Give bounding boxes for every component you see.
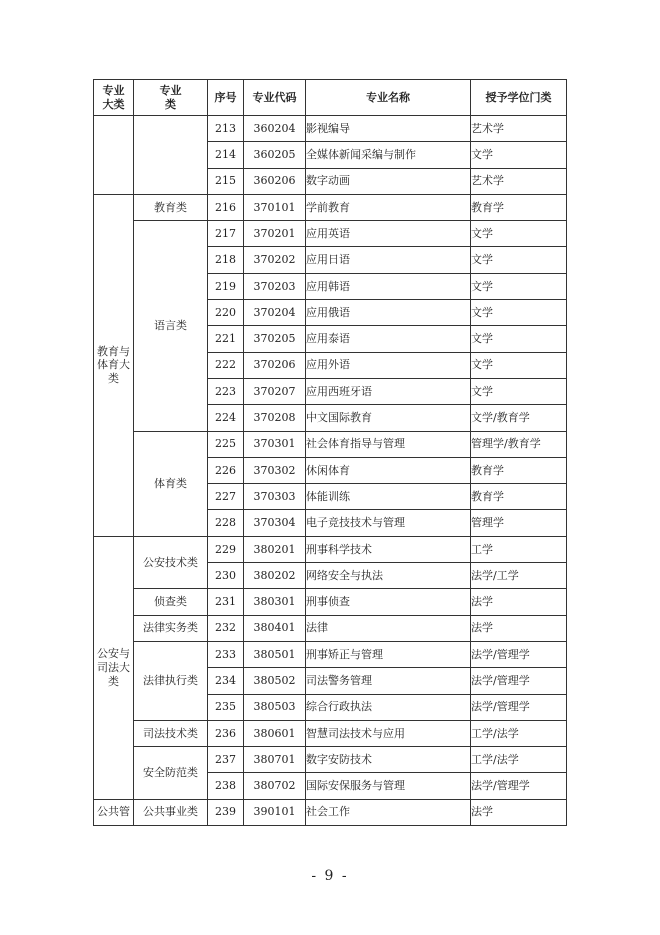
class-police-tech: 公安技术类 — [134, 536, 208, 589]
degree-category: 管理学 — [471, 510, 567, 536]
table-row — [94, 615, 567, 641]
serial-number: 226 — [208, 457, 244, 483]
header-major-name: 专业名称 — [306, 80, 471, 116]
class-sports: 体育类 — [134, 431, 208, 536]
degree-category: 艺术学 — [471, 168, 567, 194]
class-security-prevention: 安全防范类 — [134, 747, 208, 800]
major-name: 综合行政执法 — [306, 694, 471, 720]
degree-category: 管理学/教育学 — [471, 431, 567, 457]
major-code: 380701 — [244, 747, 306, 773]
degree-category: 文学 — [471, 247, 567, 273]
major-code: 380702 — [244, 773, 306, 799]
header-serial-number: 序号 — [208, 80, 244, 116]
page-number: - 9 - — [311, 868, 349, 884]
major-code: 370303 — [244, 484, 306, 510]
major-code: 370101 — [244, 194, 306, 220]
major-code: 380502 — [244, 668, 306, 694]
major-code: 380503 — [244, 694, 306, 720]
degree-category: 法学/工学 — [471, 563, 567, 589]
header-major-code: 专业代码 — [244, 80, 306, 116]
major-code: 360205 — [244, 142, 306, 168]
major-code: 380601 — [244, 720, 306, 746]
major-name: 应用韩语 — [306, 273, 471, 299]
class-legal-practice: 法律实务类 — [134, 615, 208, 641]
table-row — [94, 194, 567, 220]
degree-category: 艺术学 — [471, 116, 567, 142]
major-code: 370205 — [244, 326, 306, 352]
category-security-law: 公安与司法大类 — [94, 536, 134, 799]
serial-number: 237 — [208, 747, 244, 773]
major-name: 体能训练 — [306, 484, 471, 510]
major-code: 380401 — [244, 615, 306, 641]
category-public: 公共管 — [94, 799, 134, 825]
serial-number: 239 — [208, 799, 244, 825]
major-catalog-table — [93, 79, 567, 826]
major-code: 370204 — [244, 300, 306, 326]
serial-number: 231 — [208, 589, 244, 615]
degree-category: 文学 — [471, 378, 567, 404]
major-name: 应用英语 — [306, 221, 471, 247]
serial-number: 217 — [208, 221, 244, 247]
serial-number: 236 — [208, 720, 244, 746]
major-name: 刑事科学技术 — [306, 536, 471, 562]
table-header-row — [94, 80, 567, 116]
major-code: 370302 — [244, 457, 306, 483]
major-code: 380201 — [244, 536, 306, 562]
serial-number: 230 — [208, 563, 244, 589]
serial-number: 221 — [208, 326, 244, 352]
class-cell-blank — [134, 116, 208, 195]
degree-category: 文学 — [471, 142, 567, 168]
serial-number: 229 — [208, 536, 244, 562]
serial-number: 216 — [208, 194, 244, 220]
major-code: 390101 — [244, 799, 306, 825]
class-education: 教育类 — [134, 194, 208, 220]
major-name: 应用泰语 — [306, 326, 471, 352]
major-name: 数字动画 — [306, 168, 471, 194]
major-code: 380202 — [244, 563, 306, 589]
table-row — [94, 799, 567, 825]
serial-number: 220 — [208, 300, 244, 326]
major-name: 全媒体新闻采编与制作 — [306, 142, 471, 168]
major-name: 应用日语 — [306, 247, 471, 273]
serial-number: 232 — [208, 615, 244, 641]
major-code: 360206 — [244, 168, 306, 194]
major-code: 380501 — [244, 641, 306, 667]
major-name: 影视编导 — [306, 116, 471, 142]
major-name: 国际安保服务与管理 — [306, 773, 471, 799]
major-name: 智慧司法技术与应用 — [306, 720, 471, 746]
table-row — [94, 720, 567, 746]
header-degree-category: 授予学位门类 — [471, 80, 567, 116]
serial-number: 234 — [208, 668, 244, 694]
degree-category: 文学 — [471, 221, 567, 247]
degree-category: 法学 — [471, 615, 567, 641]
serial-number: 222 — [208, 352, 244, 378]
degree-category: 工学 — [471, 536, 567, 562]
major-name: 网络安全与执法 — [306, 563, 471, 589]
degree-category: 法学 — [471, 799, 567, 825]
major-name: 应用西班牙语 — [306, 378, 471, 404]
category-cell-blank — [94, 116, 134, 195]
degree-category: 文学 — [471, 326, 567, 352]
serial-number: 228 — [208, 510, 244, 536]
table-row — [94, 536, 567, 562]
degree-category: 工学/法学 — [471, 747, 567, 773]
table-row — [94, 747, 567, 773]
major-code: 380301 — [244, 589, 306, 615]
major-code: 370208 — [244, 405, 306, 431]
major-name: 刑事矫正与管理 — [306, 641, 471, 667]
serial-number: 214 — [208, 142, 244, 168]
major-code: 370206 — [244, 352, 306, 378]
header-major-class: 专业 类 — [134, 80, 208, 116]
major-code: 360204 — [244, 116, 306, 142]
degree-category: 文学/教育学 — [471, 405, 567, 431]
serial-number: 224 — [208, 405, 244, 431]
serial-number: 238 — [208, 773, 244, 799]
degree-category: 文学 — [471, 273, 567, 299]
degree-category: 教育学 — [471, 194, 567, 220]
major-name: 刑事侦查 — [306, 589, 471, 615]
serial-number: 235 — [208, 694, 244, 720]
class-investigation: 侦查类 — [134, 589, 208, 615]
class-public-affairs: 公共事业类 — [134, 799, 208, 825]
degree-category: 教育学 — [471, 457, 567, 483]
serial-number: 227 — [208, 484, 244, 510]
major-name: 司法警务管理 — [306, 668, 471, 694]
serial-number: 219 — [208, 273, 244, 299]
table-row — [94, 589, 567, 615]
major-code: 370304 — [244, 510, 306, 536]
major-name: 法律 — [306, 615, 471, 641]
degree-category: 法学 — [471, 589, 567, 615]
class-judicial-tech: 司法技术类 — [134, 720, 208, 746]
degree-category: 文学 — [471, 352, 567, 378]
table-row — [94, 221, 567, 247]
degree-category: 法学/管理学 — [471, 641, 567, 667]
serial-number: 213 — [208, 116, 244, 142]
major-code: 370207 — [244, 378, 306, 404]
header-major-category: 专业 大类 — [94, 80, 134, 116]
degree-category: 教育学 — [471, 484, 567, 510]
serial-number: 233 — [208, 641, 244, 667]
major-name: 应用俄语 — [306, 300, 471, 326]
table-row — [94, 431, 567, 457]
major-name: 社会工作 — [306, 799, 471, 825]
major-code: 370201 — [244, 221, 306, 247]
class-language: 语言类 — [134, 221, 208, 431]
major-name: 中文国际教育 — [306, 405, 471, 431]
degree-category: 文学 — [471, 300, 567, 326]
major-name: 社会体育指导与管理 — [306, 431, 471, 457]
major-code: 370301 — [244, 431, 306, 457]
serial-number: 215 — [208, 168, 244, 194]
serial-number: 223 — [208, 378, 244, 404]
major-name: 学前教育 — [306, 194, 471, 220]
major-name: 电子竞技技术与管理 — [306, 510, 471, 536]
category-edu-sport: 教育与体育大类 — [94, 194, 134, 536]
degree-category: 法学/管理学 — [471, 668, 567, 694]
major-name: 数字安防技术 — [306, 747, 471, 773]
table-row — [94, 641, 567, 667]
degree-category: 法学/管理学 — [471, 773, 567, 799]
major-code: 370202 — [244, 247, 306, 273]
major-name: 应用外语 — [306, 352, 471, 378]
major-code: 370203 — [244, 273, 306, 299]
degree-category: 法学/管理学 — [471, 694, 567, 720]
major-name: 休闲体育 — [306, 457, 471, 483]
degree-category: 工学/法学 — [471, 720, 567, 746]
serial-number: 225 — [208, 431, 244, 457]
serial-number: 218 — [208, 247, 244, 273]
table-row — [94, 116, 567, 142]
class-law-enforcement: 法律执行类 — [134, 641, 208, 720]
